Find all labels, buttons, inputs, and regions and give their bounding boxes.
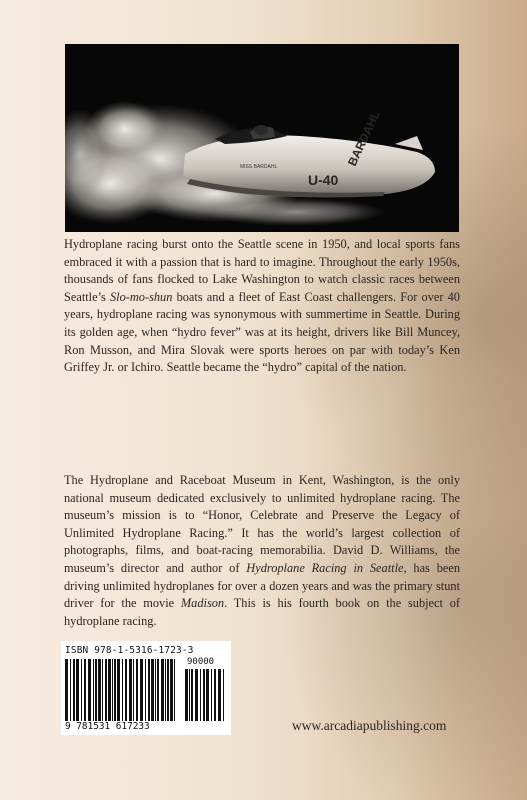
- barcode-bar: [214, 669, 216, 721]
- barcode-bar: [155, 659, 156, 721]
- barcode-bar: [165, 659, 166, 721]
- barcode-bar: [84, 659, 86, 721]
- barcode-bar: [148, 659, 150, 721]
- barcode-bar: [200, 669, 201, 721]
- italic-title: Hydroplane Racing in Seattle: [246, 560, 404, 575]
- barcode-bar: [81, 659, 82, 721]
- isbn-label: ISBN 978-1-5316-1723-3: [65, 645, 194, 656]
- barcode-bar: [93, 659, 94, 721]
- barcode-bar: [98, 659, 101, 721]
- barcode-bar: [76, 659, 79, 721]
- barcode-bar: [140, 659, 143, 721]
- barcode-bar: [108, 659, 111, 721]
- italic-title: Slo-mo-shun: [110, 289, 173, 304]
- price-addon-number: 90000: [187, 657, 215, 667]
- barcode-bar: [151, 659, 154, 721]
- blurb-paragraph-1: Hydroplane racing burst onto the Seattle scene in 1950, and local sports fans embraced it with a passion that is hard to imagine. Throughout the early 1950s, thousands of fans flocked to Lake Washington to watch classic races between Seattle’s Slo-mo-shun boats and a fleet of East Coast challengers. For over 40 years, hydroplane racing was synonymous with summertime in Seattle. During its golden age, when “hydro fever” was at its height, drivers like Bill Muncey, Ron Musson, and Mira Slovak were sports heroes on par with today’s Ken Griffey Jr. or Ichiro. Seattle became the “hydro” capital of the nation.: [64, 237, 460, 375]
- barcode-bar: [157, 659, 159, 721]
- addon-bars: [185, 669, 227, 721]
- barcode-bar: [206, 669, 209, 721]
- isbn-barcode: [61, 641, 231, 735]
- barcode-bar: [185, 669, 188, 721]
- sponsor-text: BARDAHL: [345, 108, 383, 169]
- barcode-bar: [167, 659, 169, 721]
- barcode-bar: [218, 669, 221, 721]
- barcode-bar: [136, 659, 138, 721]
- barcode-bar: [195, 669, 198, 721]
- barcode-bar: [189, 669, 190, 721]
- barcode-bar: [129, 659, 132, 721]
- barcode-bar: [102, 659, 103, 721]
- barcode-bar: [170, 659, 173, 721]
- barcode-bar: [125, 659, 127, 721]
- barcode-bar: [203, 669, 205, 721]
- italic-title: Madison: [180, 596, 225, 611]
- hull-number: U-40: [308, 172, 339, 188]
- barcode-bar: [161, 659, 164, 721]
- barcode-bar: [145, 659, 146, 721]
- barcode-bar: [114, 659, 116, 721]
- barcode-bar: [117, 659, 120, 721]
- barcode-bar: [211, 669, 212, 721]
- blurb-paragraph-2: The Hydroplane and Raceboat Museum in Kent, Washington, is the only national museum dedicated exclusively to unlimited hydroplane racing. The museum’s mission is to “Honor, Celebrate and Preserve the Legacy of Unlimited Hydroplane Racing.” It has the world’s largest collection of photographs, films, and boat-racing memorabilia. David D. Williams, the museum’s director and author of Hydroplane Racing in Seattle, has been driving unlimited hydroplanes for over a dozen years and was the primary stunt driver for the movie Madison. This is his fourth book on the subject of hydroplane racing.: [64, 473, 461, 628]
- ean-bars: [65, 659, 179, 721]
- barcode-bar: [223, 669, 224, 721]
- hydroplane-photo: [65, 44, 459, 232]
- barcode-bar: [95, 659, 97, 721]
- ean-number: 9 781531 617233: [65, 721, 150, 732]
- barcode-bar: [191, 669, 193, 721]
- barcode-bar: [73, 659, 75, 721]
- barcode-bar: [122, 659, 123, 721]
- boat-name: MISS BARDAHL: [240, 164, 278, 170]
- barcode-bar: [65, 659, 68, 721]
- barcode-bar: [70, 659, 71, 721]
- barcode-bar: [174, 659, 175, 721]
- barcode-bar: [105, 659, 107, 721]
- publisher-website: www.arcadiapublishing.com: [292, 718, 447, 733]
- barcode-bar: [133, 659, 134, 721]
- barcode-bar: [88, 659, 91, 721]
- barcode-bar: [112, 659, 113, 721]
